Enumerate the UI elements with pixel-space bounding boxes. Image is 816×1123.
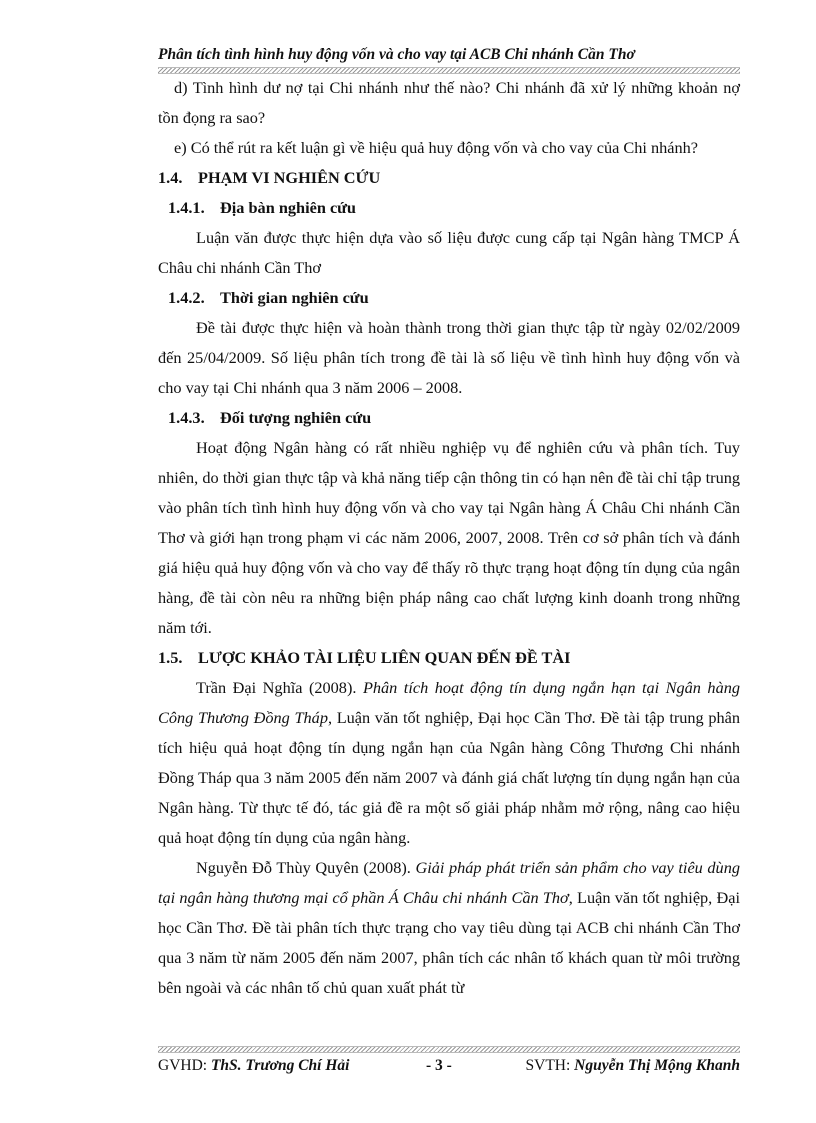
section-title: PHẠM VI NGHIÊN CỨU [198, 168, 381, 187]
paragraph-1-4-1: Luận văn được thực hiện dựa vào số liệu được cung cấp tại Ngân hàng TMCP Á Châu chi nhánh Cần Thơ [158, 228, 740, 277]
question-d: d) Tình hình dư nợ tại Chi nhánh như thế nào? Chi nhánh đã xử lý những khoản nợ tồn đọng ra sao? [158, 78, 740, 127]
section-heading-1-5 [158, 643, 740, 673]
paragraph-1-4-3: Hoạt động Ngân hàng có rất nhiều nghiệp vụ để nghiên cứu và phân tích. Tuy nhiên, do thời gian thực tập và khả năng tiếp cận thông tin có hạn nên đề tài chỉ tập trung vào phân tích tình hình huy động vốn và cho vay tại Ngân hàng Á Châu Chi nhánh Cần Thơ và giới hạn trong phạm vi các năm 2006, 2007, 2008. Trên cơ sở phân tích và đánh giá hiệu quả huy động vốn và cho vay để thấy rõ thực trạng hoạt động tín dụng của ngân hàng, đề tài còn nêu ra những biện pháp nâng cao chất lượng kinh doanh trong những năm tới. [158, 438, 740, 637]
reference-author: Trần Đại Nghĩa (2008). [196, 678, 363, 697]
section-title: LƯỢC KHẢO TÀI LIỆU LIÊN QUAN ĐẾN ĐỀ TÀI [198, 648, 571, 667]
section-number: 1.4.2. [168, 288, 205, 307]
section-number: 1.4. [158, 168, 183, 187]
advisor-label: GVHD: [158, 1057, 211, 1074]
page-footer [158, 1057, 740, 1079]
student-name: Nguyễn Thị Mộng Khanh [574, 1057, 740, 1074]
section-heading-1-4-3 [158, 403, 740, 433]
reference-title: Giải pháp phát triển sản phẩm cho vay tiêu dùng tại ngân hàng thương mại cổ phần Á Châu chi nhánh Cần Thơ [158, 858, 740, 907]
footer-advisor [158, 1057, 349, 1075]
reference-title: Phân tích hoạt động tín dụng ngắn hạn tại Ngân hàng Công Thương Đồng Tháp [158, 678, 740, 727]
page-number: - 3 - [426, 1057, 452, 1074]
paragraph-1-4-2: Đề tài được thực hiện và hoàn thành trong thời gian thực tập từ ngày 02/02/2009 đến 25/04/2009. Số liệu phân tích trong đề tài là số liệu về tình hình huy động vốn và cho vay tại Chi nhánh qua 3 năm 2006 – 2008. [158, 318, 740, 397]
footer-divider [158, 1046, 740, 1053]
section-heading-1-4-2 [158, 283, 740, 313]
reference-1 [158, 673, 740, 853]
footer-student [526, 1057, 741, 1075]
section-title: Đối tượng nghiên cứu [220, 408, 372, 427]
section-heading-1-4-1 [158, 193, 740, 223]
student-label: SVTH: [525, 1057, 575, 1074]
advisor-name: ThS. Trương Chí Hải [210, 1057, 350, 1074]
section-heading-1-4 [158, 163, 740, 193]
section-number: 1.4.1. [168, 198, 205, 217]
section-title: Thời gian nghiên cứu [220, 288, 369, 307]
reference-description: , Luận văn tốt nghiệp, Đại học Cần Thơ. Đề tài tập trung phân tích hiệu quả hoạt động tín dụng ngắn hạn của Ngân hàng Công Thương Chi nhánh Đồng Tháp qua 3 năm 2005 đến năm 2007 và đánh giá chất lượng tín dụng ngắn hạn của Ngân hàng. Từ thực tế đó, tác giả đề ra một số giải pháp nhằm mở rộng, nâng cao hiệu quả hoạt động tín dụng của ngân hàng. [158, 708, 740, 847]
section-title: Địa bàn nghiên cứu [220, 198, 356, 217]
section-number: 1.4.3. [168, 408, 205, 427]
page-header-title: Phân tích tình hình huy động vốn và cho vay tại ACB Chi nhánh Cần Thơ [158, 46, 635, 63]
section-number: 1.5. [158, 648, 183, 667]
reference-author: Nguyễn Đỗ Thùy Quyên (2008). [196, 858, 416, 877]
reference-2 [158, 853, 740, 1003]
question-e: e) Có thể rút ra kết luận gì về hiệu quả huy động vốn và cho vay của Chi nhánh? [174, 138, 699, 157]
page-content [158, 73, 740, 1003]
reference-description: , Luận văn tốt nghiệp, Đại học Cần Thơ. Đề tài phân tích thực trạng cho vay tiêu dùng tại ACB chi nhánh Cần Thơ qua 3 năm từ năm 2005 đến năm 2007, phân tích các nhân tố khách quan từ môi trường bên ngoài và các nhân tố chủ quan xuất phát từ [158, 888, 740, 997]
